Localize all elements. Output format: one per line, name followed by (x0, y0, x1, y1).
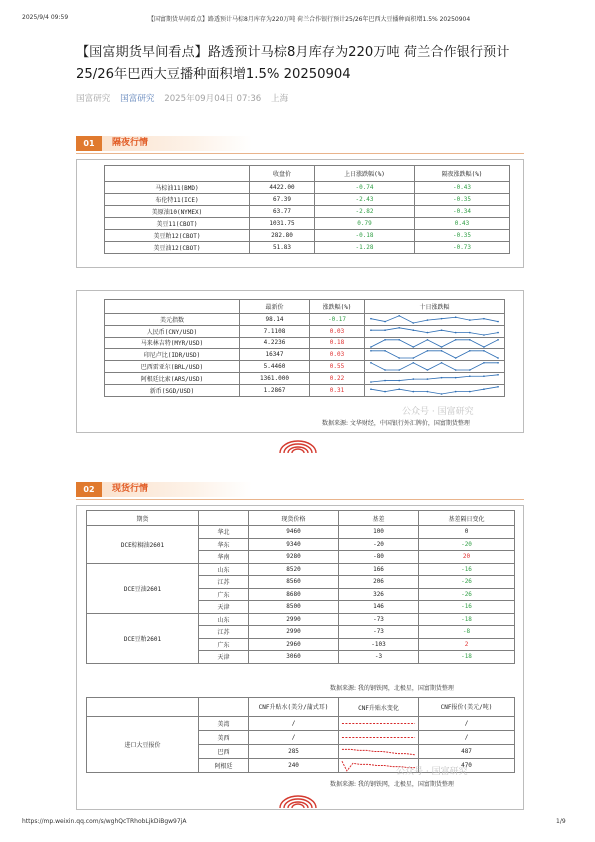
sparkline-point (384, 369, 386, 371)
table-cell: 2 (419, 638, 515, 651)
table-cell: / (419, 717, 515, 731)
table-row (87, 526, 515, 539)
sparkline-point (370, 346, 372, 348)
group-label: DCE豆粕2601 (87, 613, 199, 663)
sparkline-point (370, 350, 372, 352)
sparkline-path (371, 351, 498, 358)
sparkline-path (371, 316, 498, 323)
table-cell: 146 (339, 601, 419, 614)
table-cell: -103 (339, 638, 419, 651)
watermark: 公众号 · 国富研究 (402, 407, 474, 417)
table-cell: 3060 (249, 651, 339, 664)
table-header-cell: 最新价 (240, 300, 310, 314)
sparkline-point (497, 362, 499, 364)
sparkline (365, 373, 504, 384)
table-cell: 2960 (249, 638, 339, 651)
sparkline-point (427, 350, 429, 352)
table-cell: 印尼卢比(IDR/USD) (105, 349, 240, 361)
table-cell: 8680 (249, 588, 339, 601)
table-header-cell: 基差隔日变化 (419, 511, 515, 526)
fx-table (104, 299, 505, 397)
table-header-row (105, 300, 505, 314)
section-header-overnight (76, 132, 524, 156)
table-cell: 巴西雷亚尔(BRL/USD) (105, 361, 240, 373)
sparkline-point (483, 346, 485, 348)
table-header-cell: 涨跌幅(%) (310, 300, 365, 314)
table-cell: 282.80 (250, 230, 315, 242)
sparkline (365, 326, 504, 337)
table-header-row (87, 511, 515, 526)
sparkline-point (370, 362, 372, 364)
table-row (105, 314, 505, 326)
sparkline-cell (339, 745, 419, 759)
sparkline-point (469, 319, 471, 321)
table-row (105, 182, 510, 194)
flat-line (339, 731, 418, 744)
sparkline-point (483, 388, 485, 390)
section-divider (76, 153, 524, 154)
sparkline-point (469, 369, 471, 371)
table-cell: 67.39 (250, 194, 315, 206)
sparkline-point (412, 362, 414, 364)
table-cell: 8500 (249, 601, 339, 614)
table-header-cell: CNF报价(美元/吨) (419, 698, 515, 717)
table-cell: -0.35 (415, 230, 510, 242)
sparkline-point (427, 319, 429, 321)
table-cell: -73 (339, 626, 419, 639)
table-row (105, 242, 510, 254)
sparkline-point (370, 329, 372, 331)
table-cell: -20 (419, 538, 515, 551)
sparkline-point (455, 339, 457, 341)
section-label: 隔夜行情 (102, 136, 252, 151)
sparkline-path (371, 328, 498, 335)
table-cell: 100 (339, 526, 419, 539)
table-cell: 美元指数 (105, 314, 240, 326)
sparkline-point (370, 381, 372, 383)
sparkline-point (483, 318, 485, 320)
flat-line (339, 717, 418, 730)
sparkline-point (441, 393, 443, 395)
table-cell: 人民币(CNY/USD) (105, 325, 240, 337)
data-source: 数据来源: 我的钢铁网，北极星，国富期货整理 (330, 685, 454, 692)
sparkline-point (469, 375, 471, 377)
table-cell: 0.22 (310, 372, 365, 384)
table-cell: -16 (419, 563, 515, 576)
overnight-table (104, 165, 510, 254)
sparkline-point (412, 346, 414, 348)
table-cell: 9340 (249, 538, 339, 551)
sparkline-point (398, 327, 400, 329)
table-header-cell: 上日涨跌幅(%) (315, 166, 415, 182)
table-row (105, 230, 510, 242)
sparkline-point (483, 362, 485, 364)
table-cell: -18 (419, 613, 515, 626)
sparkline-point (469, 332, 471, 334)
sparkline-point (469, 339, 471, 341)
table-cell: 1.2867 (240, 384, 310, 396)
table-cell: 广东 (199, 638, 249, 651)
sparkline-point (427, 332, 429, 334)
sparkline-cell (365, 384, 505, 396)
table-cell: 1361.000 (240, 372, 310, 384)
section-number: 01 (76, 136, 102, 151)
sparkline-point (497, 358, 499, 360)
table-header-cell: 基差 (339, 511, 419, 526)
table-cell: 326 (339, 588, 419, 601)
sparkline-point (427, 369, 429, 371)
import-table (86, 697, 515, 773)
table-cell: 0.79 (315, 218, 415, 230)
sparkline-point (455, 391, 457, 393)
sparkline-point (441, 346, 443, 348)
table-cell: / (249, 717, 339, 731)
table-row (105, 206, 510, 218)
sparkline-point (384, 350, 386, 352)
table-header-row (105, 166, 510, 182)
sparkline (365, 314, 504, 325)
table-cell: 0.03 (310, 349, 365, 361)
table-cell: 16347 (240, 349, 310, 361)
page-number: 1/9 (556, 818, 566, 825)
section-divider (76, 499, 524, 500)
sparkline (365, 385, 504, 396)
sparkline-path (371, 375, 498, 382)
sparkline-point (441, 329, 443, 331)
table-cell: 7.1108 (240, 325, 310, 337)
table-cell: 1031.75 (250, 218, 315, 230)
sparkline-path (371, 387, 498, 394)
sparkline-point (497, 374, 499, 376)
table-header-cell (199, 698, 249, 717)
sparkline-point (427, 339, 429, 341)
table-row (105, 337, 505, 349)
table-cell: 8520 (249, 563, 339, 576)
table-cell: -0.74 (315, 182, 415, 194)
table-cell: 巴西 (199, 745, 249, 759)
table-cell: -80 (339, 551, 419, 564)
table-cell: -26 (419, 588, 515, 601)
table-header-row (87, 698, 515, 717)
table-row (105, 218, 510, 230)
table-cell: 天津 (199, 601, 249, 614)
sparkline-point (412, 329, 414, 331)
sparkline-point (441, 318, 443, 320)
table-cell: 马来林吉特(MYR/USD) (105, 337, 240, 349)
table-cell: -0.17 (310, 314, 365, 326)
sparkline-point (412, 358, 414, 360)
section-header-spot (76, 478, 524, 502)
sparkline-point (497, 321, 499, 323)
article-meta (76, 92, 295, 104)
sparkline-point (412, 378, 414, 380)
publish-location: 上海 (271, 94, 289, 104)
table-cell: 0.43 (415, 218, 510, 230)
table-cell: 美豆11(CBOT) (105, 218, 250, 230)
logo-wave-icon (278, 440, 318, 454)
table-cell: -1.28 (315, 242, 415, 254)
sparkline-point (455, 316, 457, 318)
table-cell: 阿根廷 (199, 759, 249, 773)
sparkline-path (371, 363, 498, 370)
table-cell: 0.03 (310, 325, 365, 337)
sparkline-point (483, 350, 485, 352)
sparkline-point (384, 321, 386, 323)
table-cell: -16 (419, 601, 515, 614)
sparkline-point (483, 375, 485, 377)
sparkline-cell (365, 372, 505, 384)
table-cell: 2990 (249, 626, 339, 639)
section-number: 02 (76, 482, 102, 497)
data-source: 数据来源: 文华财经，中国银行外汇牌价，国富期货整理 (322, 420, 470, 427)
table-cell: 0 (419, 526, 515, 539)
table-cell: 51.83 (250, 242, 315, 254)
table-cell: 470 (419, 759, 515, 773)
sparkline (365, 349, 504, 360)
sparkline-cell (365, 314, 505, 326)
table-header-cell: 十日涨跌幅 (365, 300, 505, 314)
sparkline-point (441, 362, 443, 364)
sparkline-point (441, 350, 443, 352)
group-label: DCE豆油2601 (87, 563, 199, 613)
table-cell: 马棕油11(BMD) (105, 182, 250, 194)
table-cell: 4.2236 (240, 337, 310, 349)
sparkline-point (398, 358, 400, 360)
sparkline-point (455, 369, 457, 371)
table-cell: 0.55 (310, 361, 365, 373)
account-link[interactable]: 国富研究 (120, 94, 155, 104)
sparkline-point (398, 369, 400, 371)
table-cell: 285 (249, 745, 339, 759)
print-datetime: 2025/9/4 09:59 (22, 14, 69, 21)
sparkline-point (370, 318, 372, 320)
table-cell: -0.18 (315, 230, 415, 242)
table-row (105, 384, 505, 396)
table-cell: -8 (419, 626, 515, 639)
table-row (105, 194, 510, 206)
table-cell: 美豆油12(CBOT) (105, 242, 250, 254)
table-row (105, 372, 505, 384)
spot-table (86, 510, 515, 664)
table-row (87, 717, 515, 731)
page-url[interactable]: https://mp.weixin.qq.com/s/wghQcTRhobLjkDiBgw97jA (22, 818, 187, 825)
table-cell: -26 (419, 576, 515, 589)
sparkline-point (427, 391, 429, 393)
sparkline-point (398, 388, 400, 390)
group-label: 进口大豆报价 (87, 717, 199, 773)
sparkline-point (384, 339, 386, 341)
table-cell: 240 (249, 759, 339, 773)
table-cell: 美原油10(NYMEX) (105, 206, 250, 218)
table-row (87, 613, 515, 626)
sparkline-path (371, 339, 498, 346)
article-title: 【国富期货早间看点】路透预计马棕8月库存为220万吨 荷兰合作银行预计25/26年巴西大豆播种面积增1.5% 20250904 (76, 45, 510, 82)
table-cell: -20 (339, 538, 419, 551)
table-cell: 4422.00 (250, 182, 315, 194)
table-cell: 9280 (249, 551, 339, 564)
section-label: 现货行情 (102, 482, 252, 497)
table-row (105, 361, 505, 373)
sparkline-cell (365, 337, 505, 349)
page-header (0, 0, 595, 28)
table-cell: 8560 (249, 576, 339, 589)
table-cell: / (249, 731, 339, 745)
table-cell: -2.43 (315, 194, 415, 206)
sparkline-point (384, 380, 386, 382)
sparkline-cell (339, 717, 419, 731)
table-cell: 华东 (199, 538, 249, 551)
sparkline-point (455, 332, 457, 334)
sparkline-cell (339, 731, 419, 745)
sparkline-point (483, 334, 485, 336)
sparkline-point (398, 315, 400, 317)
table-cell: 华南 (199, 551, 249, 564)
table-cell: 布伦特11(ICE) (105, 194, 250, 206)
table-cell: 天津 (199, 651, 249, 664)
table-header-cell (105, 166, 250, 182)
table-row (87, 563, 515, 576)
table-cell: 江苏 (199, 626, 249, 639)
table-cell: 山东 (199, 563, 249, 576)
table-cell: 美湾 (199, 717, 249, 731)
sparkline-point (412, 391, 414, 393)
table-header-cell: 隔夜涨跌幅(%) (415, 166, 510, 182)
publish-date: 2025年09月04日 07:36 (164, 94, 262, 104)
sparkline-cell (365, 349, 505, 361)
group-label: DCE棕榈油2601 (87, 526, 199, 564)
table-cell: 华北 (199, 526, 249, 539)
table-cell: 63.77 (250, 206, 315, 218)
table-cell: 0.18 (310, 337, 365, 349)
sparkline-cell (365, 361, 505, 373)
table-cell: 9460 (249, 526, 339, 539)
sparkline-point (497, 339, 499, 341)
table-cell: 江苏 (199, 576, 249, 589)
table-cell: 2990 (249, 613, 339, 626)
table-header-cell (87, 698, 199, 717)
table-cell: 20 (419, 551, 515, 564)
sparkline (365, 338, 504, 349)
table-header-cell (105, 300, 240, 314)
table-header-cell: 期货 (87, 511, 199, 526)
table-cell: 广东 (199, 588, 249, 601)
table-cell: -0.34 (415, 206, 510, 218)
sparkline-cell (365, 325, 505, 337)
table-header-cell: 收盘价 (250, 166, 315, 182)
table-cell: -0.35 (415, 194, 510, 206)
sparkline-point (398, 339, 400, 341)
table-cell: 美西 (199, 731, 249, 745)
sparkline-point (427, 378, 429, 380)
print-title: 【国富期货早间看点】路透预计马棕8月库存为220万吨 荷兰合作银行预计25/26年巴西大豆播种面积增1.5% 20250904 (148, 16, 471, 23)
sparkline-point (497, 332, 499, 334)
table-cell: -2.82 (315, 206, 415, 218)
table-cell: 5.4460 (240, 361, 310, 373)
data-source: 数据来源: 我的钢铁网，北极星，国富期货整理 (330, 781, 454, 788)
table-row (105, 325, 505, 337)
sparkline-point (441, 377, 443, 379)
table-cell: -3 (339, 651, 419, 664)
sparkline-point (497, 386, 499, 388)
table-cell: 98.14 (240, 314, 310, 326)
logo-wave-icon (278, 795, 318, 809)
sparkline-point (469, 350, 471, 352)
sparkline-point (455, 358, 457, 360)
table-header-cell: 现货价格 (249, 511, 339, 526)
table-cell: 新币(SGD/USD) (105, 384, 240, 396)
table-cell: 美豆粕12(CBOT) (105, 230, 250, 242)
table-cell: -0.43 (415, 182, 510, 194)
table-cell: 206 (339, 576, 419, 589)
table-cell: / (419, 731, 515, 745)
table-cell: -73 (339, 613, 419, 626)
table-cell: 阿根廷比索(ARS/USD) (105, 372, 240, 384)
watermark: 公众号 · 国富研究 (396, 767, 468, 777)
table-cell: 0.31 (310, 384, 365, 396)
table-row (105, 349, 505, 361)
sparkline (365, 361, 504, 372)
table-cell: -0.73 (415, 242, 510, 254)
table-cell: 山东 (199, 613, 249, 626)
sparkline-point (384, 329, 386, 331)
sparkline-point (412, 322, 414, 324)
sparkline-point (398, 380, 400, 382)
table-header-cell (199, 511, 249, 526)
cnf-change-line (339, 745, 418, 758)
table-cell: 166 (339, 563, 419, 576)
article-author: 国富研究 (76, 94, 111, 104)
table-header-cell: CNF升贴水变化 (339, 698, 419, 717)
table-header-cell: CNF升贴水(美分/蒲式耳) (249, 698, 339, 717)
table-cell: -18 (419, 651, 515, 664)
sparkline-point (455, 377, 457, 379)
sparkline-point (370, 388, 372, 390)
sparkline-point (469, 391, 471, 393)
sparkline-point (384, 391, 386, 393)
table-cell: 487 (419, 745, 515, 759)
